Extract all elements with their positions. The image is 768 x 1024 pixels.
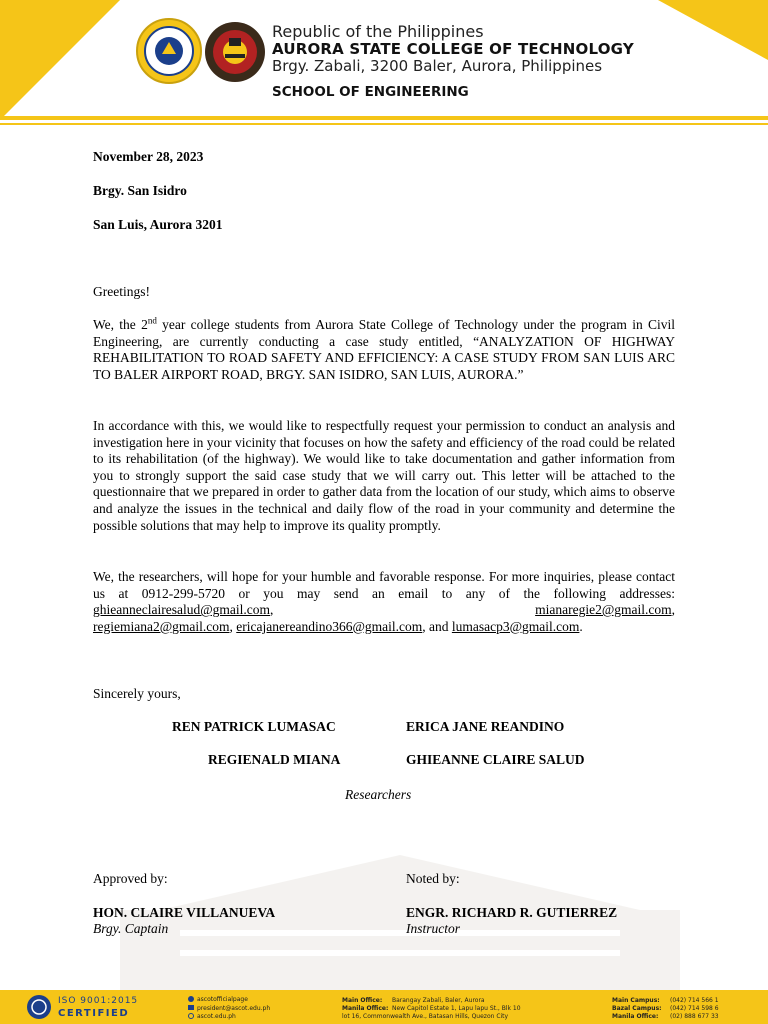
paragraph-2: In accordance with this, we would like to respectfully request your permission to conduct an analysis and investigation here in your vicinity that focuses on how the safety and efficiency of the road could be related to its rehabilitation (of the highway). We would like to take documentation and gather information from you to strongly support the said case study that we will carry out. This letter will be attached to the questionnaire that we prepared in order to gather data from the location of our study, which aims to observe and analyze the issues in the technical and daily flow of the road in your community and determine the possible solutions that may help to improve its quality promptly. [93, 418, 675, 533]
separator: , [671, 602, 675, 618]
manila-office-label: Manila Office: [342, 1005, 389, 1012]
phone-main-label: Main Campus: [612, 997, 660, 1004]
social-website[interactable]: ascot.edu.ph [197, 1013, 236, 1020]
main-office-address: Barangay Zabali, Baler, Aurora [392, 997, 485, 1004]
recipient-line-1: Brgy. San Isidro [93, 183, 187, 198]
paragraph-1-rest: year college students from Aurora State College of Technology under the program in Civil Engineering, are currently conducting a case study entitled, “ANALYZATION OF HIGHWAY REHABILITATION TO ROAD SAFETY AND EFFICIENCY: A CASE STUDY FROM SAN LUIS ARC TO BALER AIRPORT ROAD, BRGY. SAN ISIDRO, SAN LUIS, AURORA.” [93, 317, 675, 382]
iso-certified: CERTIFIED [58, 1008, 130, 1019]
approved-by-label: Approved by: [93, 871, 168, 886]
recipient-line-2: San Luis, Aurora 3201 [93, 217, 223, 232]
globe-icon [188, 1013, 194, 1019]
researcher-name: REN PATRICK LUMASAC [172, 719, 336, 734]
header-school: SCHOOL OF ENGINEERING [272, 84, 469, 100]
separator: , [270, 602, 536, 618]
phone-bazal: (042) 714 598 6 [670, 1005, 719, 1012]
header-republic: Republic of the Philippines [272, 22, 484, 41]
social-email[interactable]: president@ascot.edu.ph [197, 1005, 271, 1012]
letter-date: November 28, 2023 [93, 149, 204, 164]
approved-by-title: Brgy. Captain [93, 921, 169, 936]
paragraph-1 [93, 317, 675, 383]
header-accent-corner-right [658, 0, 768, 60]
iso-label: ISO 9001:2015 [58, 996, 139, 1006]
email-link[interactable]: regiemiana2@gmail.com [93, 618, 230, 634]
header-divider-thin [0, 123, 768, 125]
manila-office-address: New Capitol Estate 1, Lapu lapu St., Blk 10 [392, 1005, 521, 1012]
end-period: . [579, 618, 583, 634]
ordinal-suffix: nd [147, 315, 157, 326]
researchers-label: Researchers [345, 787, 412, 802]
email-link[interactable]: ericajanereandino366@gmail.com [236, 618, 423, 634]
facebook-icon [188, 996, 194, 1002]
phone-bazal-label: Bazal Campus: [612, 1005, 662, 1012]
phone-main: (042) 714 566 1 [670, 997, 719, 1004]
researcher-name: REGIENALD MIANA [208, 752, 341, 767]
engineering-gear-logo [203, 18, 267, 84]
email-link[interactable]: mianaregie2@gmail.com [535, 602, 672, 618]
noted-by-title: Instructor [406, 921, 460, 936]
manila-office-address-2: lot 16, Commonwealth Ave., Batasan Hills, Quezon City [342, 1013, 509, 1020]
email-link[interactable]: lumasacp3@gmail.com [451, 618, 580, 634]
noted-by-name: ENGR. RICHARD R. GUTIERREZ [406, 905, 618, 920]
paragraph-3-text: We, the researchers, will hope for your humble and favorable response. For more inquiries, please contact us at 0912-299-5720 or you may send an email to any of the following addresses: [93, 569, 675, 601]
separator: , [229, 618, 237, 634]
researcher-name: GHIEANNE CLAIRE SALUD [406, 752, 585, 767]
iso-badge-icon [26, 994, 52, 1020]
college-seal-logo [136, 18, 202, 84]
header-address: Brgy. Zabali, 3200 Baler, Aurora, Philippines [272, 57, 603, 75]
email-link[interactable]: ghieanneclairesalud@gmail.com [93, 602, 270, 618]
separator: , and [422, 618, 452, 634]
phone-manila-label: Manila Office: [612, 1013, 659, 1020]
header-college-name: AURORA STATE COLLEGE OF TECHNOLOGY [272, 40, 634, 58]
header-divider [0, 116, 768, 120]
noted-by-label: Noted by: [406, 871, 460, 886]
phone-manila: (02) 888 677 33 [670, 1013, 719, 1020]
paragraph-1-start: We, the 2 [93, 317, 148, 332]
email-icon [188, 1005, 194, 1010]
approved-by-name: HON. CLAIRE VILLANUEVA [93, 905, 276, 920]
greeting: Greetings! [93, 284, 150, 299]
closing: Sincerely yours, [93, 686, 181, 701]
header-accent-corner-left [0, 0, 120, 120]
main-office-label: Main Office: [342, 997, 383, 1004]
paragraph-3 [93, 569, 675, 635]
social-facebook[interactable]: ascotofficialpage [197, 996, 248, 1003]
researcher-name: ERICA JANE REANDINO [406, 719, 565, 734]
